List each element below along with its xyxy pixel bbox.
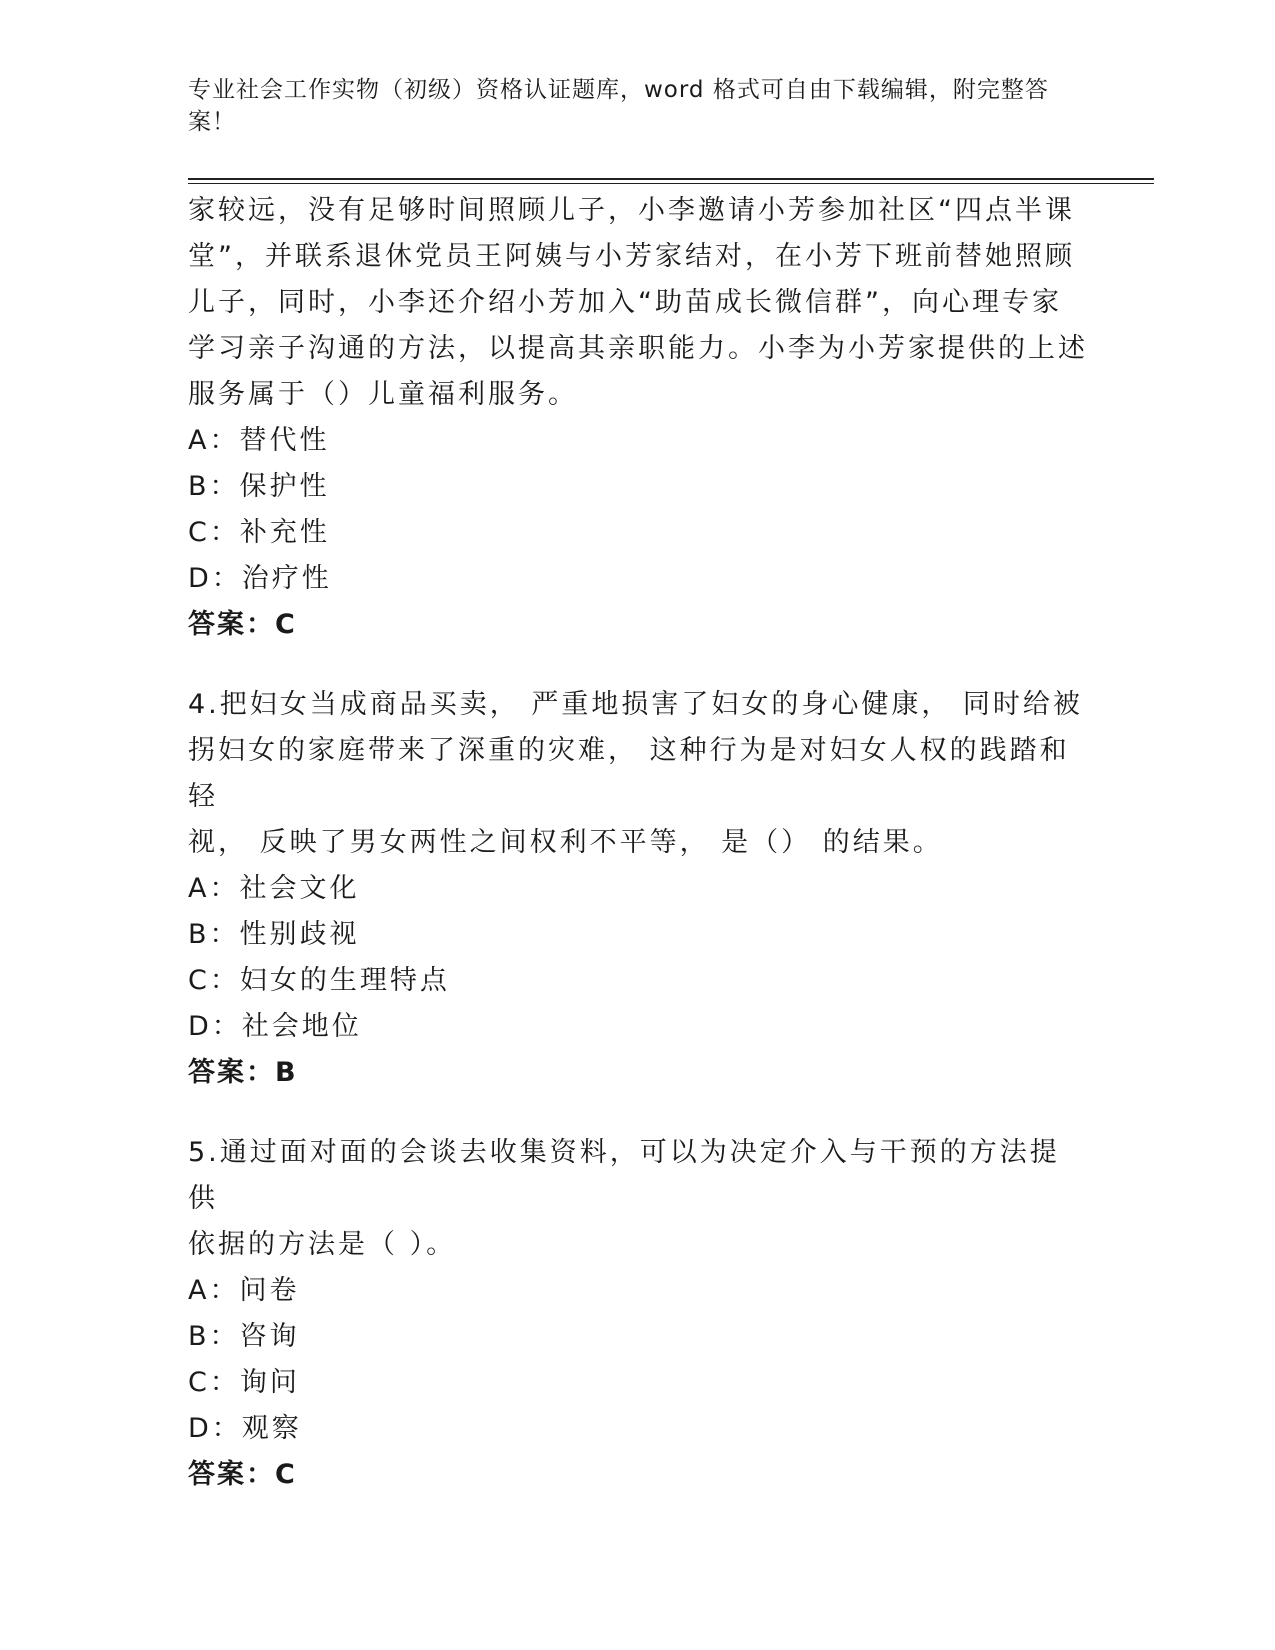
- question-stem-line: 服务属于（）儿童福利服务。: [188, 379, 578, 410]
- question-stem-line: 5.通过面对面的会谈去收集资料，可以为决定介入与干预的方法提供: [188, 1137, 1060, 1214]
- answer-label: 答案：C: [188, 609, 297, 640]
- question-5: [188, 1130, 1088, 1498]
- option-a: A：替代性: [188, 425, 330, 456]
- question-stem-line: 儿子，同时，小李还介绍小芳加入“助苗成长微信群”，向心理专家: [188, 287, 1062, 318]
- question-stem-line: 学习亲子沟通的方法，以提高其亲职能力。小李为小芳家提供的上述: [188, 333, 1088, 364]
- answer-label: 答案：B: [188, 1057, 298, 1088]
- option-b: B：咨询: [188, 1321, 300, 1352]
- option-a: A：社会文化: [188, 873, 360, 904]
- question-3: [188, 188, 1088, 648]
- document-header: 专业社会工作实物（初级）资格认证题库，word 格式可自由下载编辑，附完整答案！: [188, 77, 1049, 135]
- question-stem-line: 家较远，没有足够时间照顾儿子，小李邀请小芳参加社区“四点半课: [188, 195, 1075, 226]
- option-b: B：性别歧视: [188, 919, 360, 950]
- question-list: [188, 188, 1088, 1498]
- option-d: D：社会地位: [188, 1011, 362, 1042]
- option-b: B：保护性: [188, 471, 330, 502]
- question-stem-line: 依据的方法是（ ）。: [188, 1229, 457, 1260]
- option-c: C：补充性: [188, 517, 330, 548]
- question-4: [188, 682, 1088, 1096]
- answer-label: 答案：C: [188, 1459, 297, 1490]
- question-stem-line: 拐妇女的家庭带来了深重的灾难， 这种行为是对妇女人权的践踏和轻: [188, 735, 1070, 812]
- option-c: C：询问: [188, 1367, 300, 1398]
- header-divider-thin: [188, 183, 1154, 184]
- header-divider-thick: [188, 178, 1154, 180]
- option-d: D：治疗性: [188, 563, 332, 594]
- question-stem-line: 堂”，并联系退休党员王阿姨与小芳家结对，在小芳下班前替她照顾: [188, 241, 1075, 272]
- option-d: D：观察: [188, 1413, 302, 1444]
- option-c: C：妇女的生理特点: [188, 965, 450, 996]
- question-stem-line: 4.把妇女当成商品买卖， 严重地损害了妇女的身心健康， 同时给被: [188, 689, 1083, 720]
- question-stem-line: 视， 反映了男女两性之间权利不平等， 是（） 的结果。: [188, 827, 943, 858]
- option-a: A：问卷: [188, 1275, 300, 1306]
